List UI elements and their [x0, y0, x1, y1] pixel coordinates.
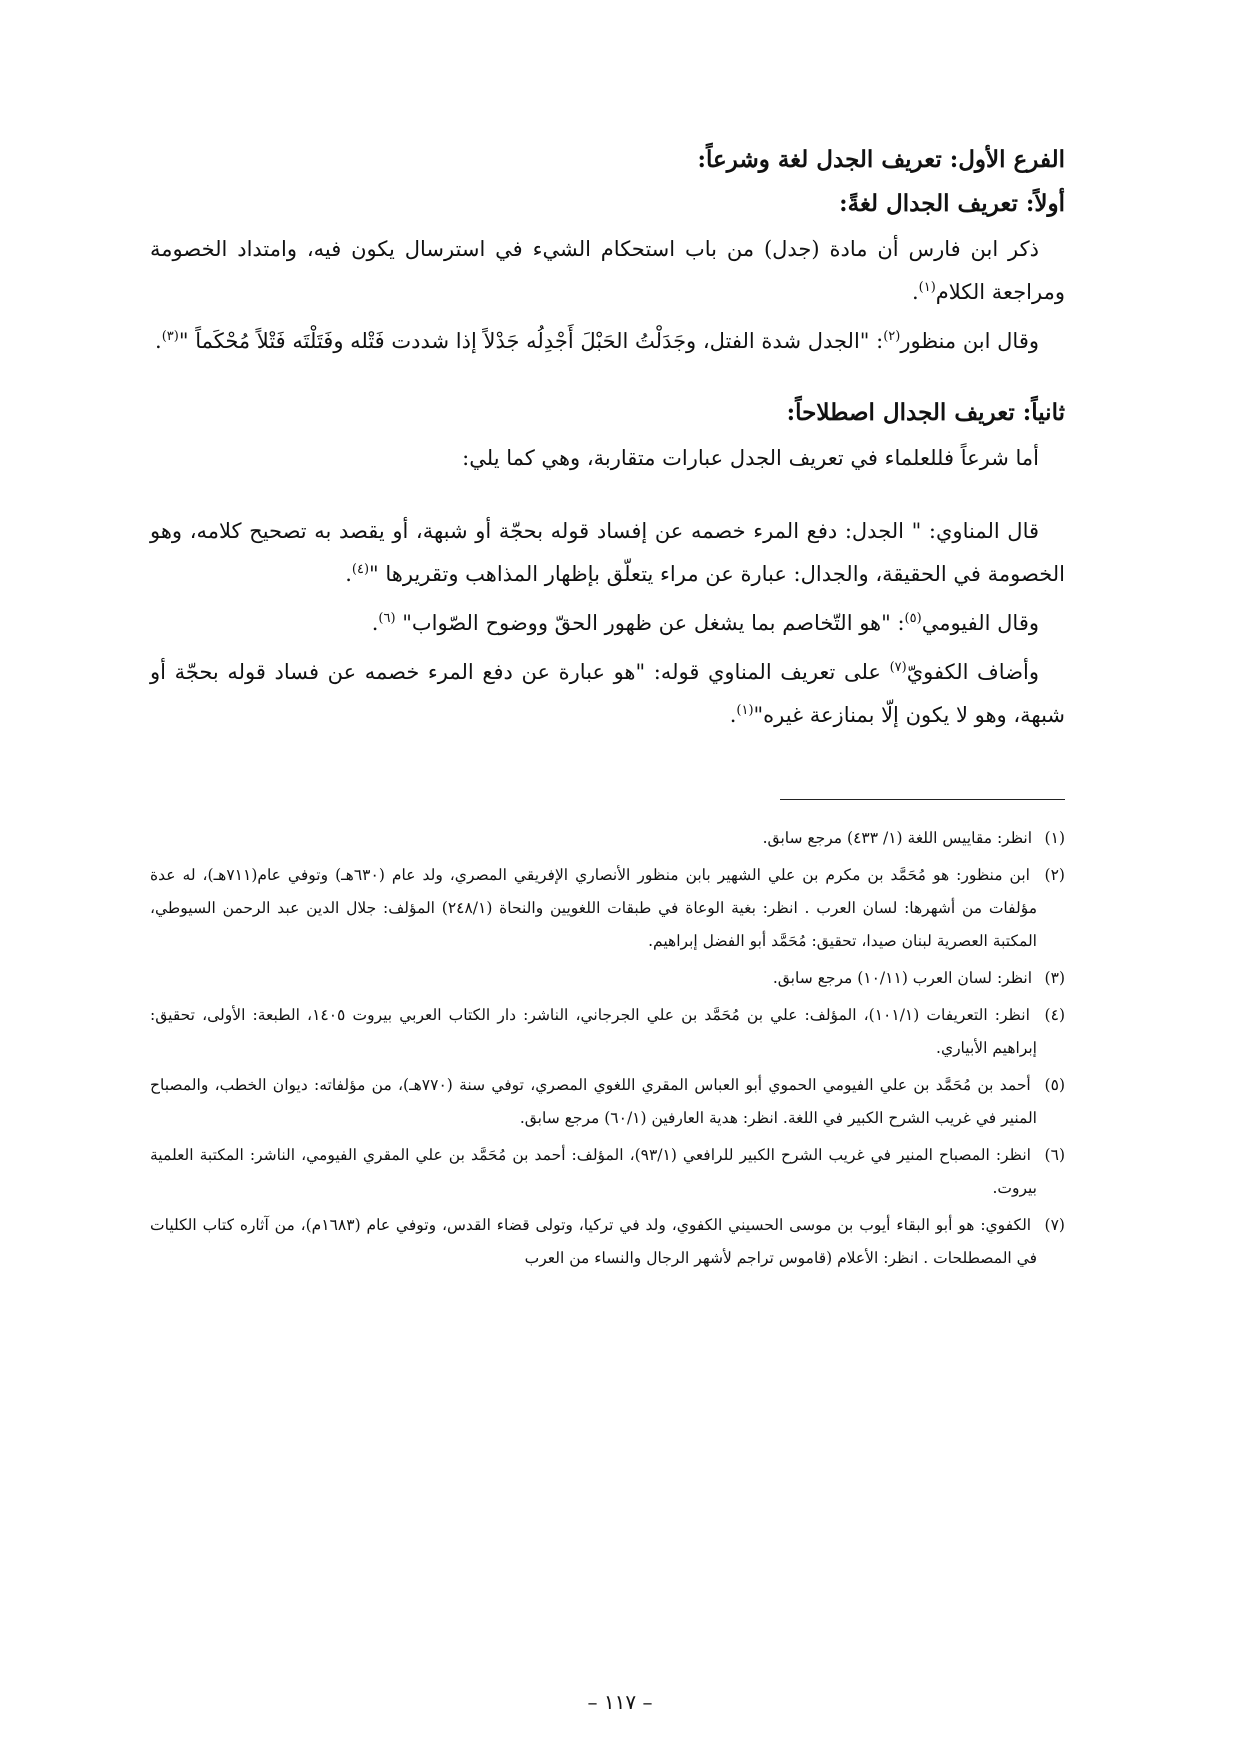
- footnote-ref[interactable]: (٤): [351, 562, 370, 577]
- paragraph-text: : "الجدل شدة الفتل، وجَدَلْتُ الحَبْلَ أَجْدِلُه جَدْلاً إذا شددت فَتْله وفَتَلْتَه فَتْلاً مُحْكَماً ": [178, 329, 884, 353]
- page-number: – ١١٧ –: [587, 1690, 653, 1714]
- footnotes-list: [150, 822, 1065, 1275]
- footnote-text: أحمد بن مُحَمَّد بن علي الفيومي الحموي أبو العباس المقري اللغوي المصري، توفي سنة (٧٧٠هـ)، من مؤلفاته: ديوان الخطب، والمصباح المنير في غريب الشرح الكبير في اللغة. انظر: هدية العارفين (٦٠/١) مرجع سابق.: [150, 1076, 1037, 1127]
- footnote-ref[interactable]: (٢): [883, 329, 901, 344]
- paragraph-end: .: [345, 562, 352, 586]
- footnote-item: [150, 962, 1065, 995]
- footnote-ref[interactable]: (٦): [378, 611, 396, 626]
- paragraph-intro: [150, 437, 1065, 480]
- footnote-text: انظر: مقاييس اللغة (١/ ٤٣٣) مرجع سابق.: [762, 829, 1033, 847]
- footnote-ref[interactable]: (١): [918, 280, 936, 295]
- footnote-item: [150, 1069, 1065, 1135]
- footnote-ref[interactable]: (١): [736, 703, 754, 718]
- paragraph-munawi: [150, 510, 1065, 596]
- paragraph-ibn-manzur: [150, 320, 1065, 363]
- subheading-linguistic: أولاً: تعريف الجدال لغةً:: [839, 190, 1065, 217]
- paragraph-text: على تعريف المناوي قوله: "هو عبارة عن دفع المرء خصمه عن فساد قوله بحجّة أو شبهة، وهو لا يكون إلّا بمنازعة غيره": [150, 660, 1065, 727]
- document-page: [150, 140, 1065, 1700]
- footnote-text: ابن منظور: هو مُحَمَّد بن مكرم بن علي الشهير بابن منظور الأنصاري الإفريقي المصري، ولد عام (٦٣٠هـ) وتوفي عام(٧١١هـ)، له عدة مؤلفات من أشهرها: لسان العرب . انظر: بغية الوعاة في طبقات اللغويين والنحاة (٢٤٨/١) المؤلف: جلال الدين عبد الرحمن السيوطي، المكتبة العصرية لبنان صيدا، تحقيق: مُحَمَّد أبو الفضل إبراهيم.: [150, 866, 1038, 950]
- footnote-ref[interactable]: (٣): [161, 329, 179, 344]
- footnote-item: [150, 1209, 1065, 1275]
- footnote-number: (٧): [1044, 1216, 1065, 1234]
- subheading-terminological: ثانياً: تعريف الجدال اصطلاحاً:: [786, 399, 1065, 426]
- footnote-number: (١): [1044, 829, 1065, 847]
- footnote-text: انظر: التعريفات (١٠١/١)، المؤلف: علي بن مُحَمَّد بن علي الجرجاني، الناشر: دار الكتاب العربي بيروت ١٤٠٥، الطبعة: الأولى، تحقيق: إبراهيم الأبياري.: [150, 1006, 1037, 1057]
- footnote-number: (٦): [1044, 1146, 1065, 1164]
- paragraph-ibn-faris: [150, 228, 1065, 314]
- paragraph-end: .: [911, 280, 919, 304]
- footnote-item: [150, 999, 1065, 1065]
- footnote-item: [150, 822, 1065, 855]
- paragraph-end: .: [155, 329, 162, 353]
- paragraph-text: وأضاف الكفويّ: [906, 660, 1040, 684]
- footnote-item: [150, 1139, 1065, 1205]
- footnote-ref[interactable]: (٧): [889, 660, 907, 675]
- paragraph-text: وقال الفيومي: [921, 611, 1039, 635]
- paragraph-text: وقال ابن منظور: [900, 329, 1039, 353]
- paragraph-text: قال المناوي: " الجدل: دفع المرء خصمه عن إفساد قوله بحجّة أو شبهة، أو يقصد به تصحيح كلامه، وهو الخصومة في الحقيقة، والجدال: عبارة عن مراء يتعلّق بإظهار المذاهب وتقريرها ": [150, 519, 1065, 586]
- paragraph-end: .: [729, 703, 737, 727]
- paragraph-kafawi: [150, 651, 1065, 737]
- footnote-ref[interactable]: (٥): [904, 611, 922, 626]
- paragraph-end: .: [371, 611, 379, 635]
- section-heading: الفرع الأول: تعريف الجدل لغة وشرعاً:: [697, 146, 1065, 173]
- paragraph-text: أما شرعاً فللعلماء في تعريف الجدل عبارات متقاربة، وهي كما يلي:: [462, 446, 1039, 470]
- paragraph-text: : "هو التّخاصم بما يشغل عن ظهور الحقّ ووضوح الصّواب": [395, 611, 905, 635]
- paragraph-fayyumi: [150, 602, 1065, 645]
- footnote-number: (٣): [1044, 969, 1065, 987]
- footnote-text: انظر: المصباح المنير في غريب الشرح الكبير للرافعي (٩٣/١)، المؤلف: أحمد بن مُحَمَّد بن علي المقري الفيومي، الناشر: المكتبة العلمية بيروت.: [150, 1146, 1037, 1197]
- footnote-text: انظر: لسان العرب (١٠/١١) مرجع سابق.: [772, 969, 1033, 987]
- footnote-number: (٢): [1044, 866, 1065, 884]
- footnote-number: (٤): [1044, 1006, 1065, 1024]
- paragraph-text: ذكر ابن فارس أن مادة (جدل) من باب استحكام الشيء في استرسال يكون فيه، وامتداد الخصومة ومراجعة الكلام: [150, 237, 1065, 304]
- footnote-separator: [780, 799, 1065, 800]
- footnote-number: (٥): [1044, 1076, 1065, 1094]
- footnote-item: [150, 859, 1065, 958]
- footnote-text: الكفوي: هو أبو البقاء أيوب بن موسى الحسيني الكفوي، ولد في تركيا، وتولى قضاء القدس، وتوفي عام (١٦٨٣م)، من آثاره كتاب الكليات في المصطلحات . انظر: الأعلام (قاموس تراجم لأشهر الرجال والنساء من العرب: [150, 1216, 1037, 1267]
